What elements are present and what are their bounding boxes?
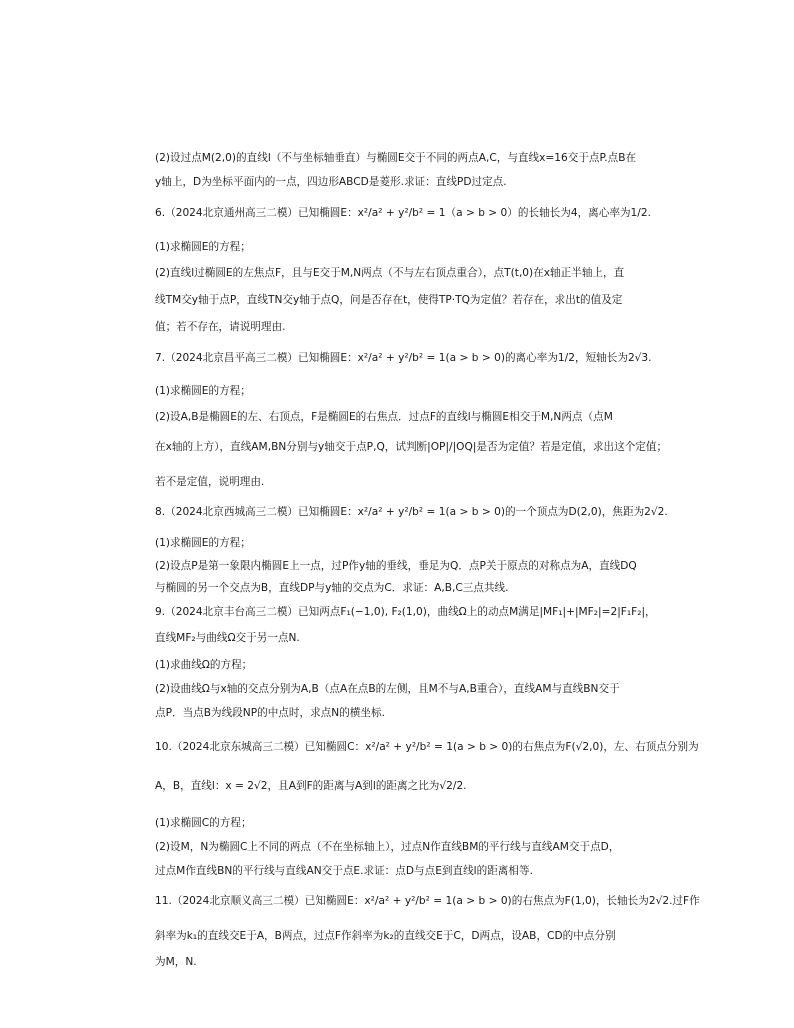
text-line: (2)设曲线Ω与x轴的交点分别为A,B（点A在点B的左侧，且M不与A,B重合），直线AM与直线BN交于 bbox=[155, 683, 620, 695]
text-line: (1)求椭圆E的方程； bbox=[155, 537, 251, 549]
text-line: (1)求椭圆E的方程； bbox=[155, 385, 251, 397]
text-line: A，B，直线l：x = 2√2，且A到F的距离与A到l的距离之比为√2/2. bbox=[155, 780, 467, 792]
text-line: (2)设点P是第一象限内椭圆E上一点，过P作y轴的垂线，垂足为Q．点P关于原点的对称点为A，直线DQ bbox=[155, 560, 637, 572]
text-line: 在x轴的上方），直线AM,BN分别与y轴交于点P,Q，试判断|OP|/|OQ|是否为定值？若是定值，求出这个定值； bbox=[155, 441, 668, 453]
text-line: 10.（2024北京东城高三二模）已知椭圆C：x²/a² + y²/b² = 1(a > b > 0)的右焦点为F(√2,0)，左、右顶点分别为 bbox=[155, 741, 699, 753]
text-line: (2)设过点M(2,0)的直线l（不与坐标轴垂直）与椭圆E交于不同的两点A,C，与直线x=16交于点P.点B在 bbox=[155, 152, 637, 164]
text-line: 7.（2024北京昌平高三二模）已知椭圆E：x²/a² + y²/b² = 1(a > b > 0)的离心率为1/2，短轴长为2√3. bbox=[155, 352, 652, 364]
text-line: 8.（2024北京西城高三二模）已知椭圆E：x²/a² + y²/b² = 1(a > b > 0)的一个顶点为D(2,0)，焦距为2√2. bbox=[155, 506, 668, 518]
text-line: (1)求椭圆C的方程； bbox=[155, 817, 252, 829]
text-line: 6.（2024北京通州高三二模）已知椭圆E：x²/a² + y²/b² = 1（a > b > 0）的长轴长为4，离心率为1/2. bbox=[155, 207, 651, 219]
text-line: y轴上，D为坐标平面内的一点，四边形ABCD是菱形.求证：直线PD过定点. bbox=[155, 176, 507, 188]
text-line: (2)设M，N为椭圆C上不同的两点（不在坐标轴上），过点N作直线BM的平行线与直线AM交于点D， bbox=[155, 841, 620, 853]
text-line: (1)求曲线Ω的方程； bbox=[155, 659, 253, 671]
text-line: 9.（2024北京丰台高三二模）已知两点F₁(−1,0), F₂(1,0)，曲线Ω上的动点M满足|MF₁|+|MF₂|=2|F₁F₂|， bbox=[155, 606, 656, 618]
text-line: 为M，N. bbox=[155, 956, 197, 968]
text-line: 斜率为k₁的直线交E于A，B两点，过点F作斜率为k₂的直线交E于C，D两点，设AB，CD的中点分别 bbox=[155, 930, 616, 942]
text-line: (2)直线l过椭圆E的左焦点F，且与E交于M,N两点（不与左右顶点重合），点T(t,0)在x轴正半轴上，直 bbox=[155, 267, 625, 279]
text-line: 若不是定值，说明理由. bbox=[155, 476, 265, 488]
text-line: 过点M作直线BN的平行线与直线AN交于点E.求证：点D与点E到直线l的距离相等. bbox=[155, 865, 533, 877]
text-line: 线TM交y轴于点P，直线TN交y轴于点Q，问是否存在t，使得TP·TQ为定值？若存在，求出t的值及定 bbox=[155, 294, 623, 306]
text-line: 直线MF₂与曲线Ω交于另一点N. bbox=[155, 632, 300, 644]
text-line: 11.（2024北京顺义高三二模）已知椭圆E：x²/a² + y²/b² = 1(a > b > 0)的右焦点为F(1,0)，长轴长为2√2.过F作 bbox=[155, 895, 700, 907]
text-line: (1)求椭圆E的方程； bbox=[155, 241, 251, 253]
text-line: 与椭圆的另一个交点为B，直线DP与y轴的交点为C．求证：A,B,C三点共线. bbox=[155, 582, 509, 594]
text-line: 点P．当点B为线段NP的中点时，求点N的横坐标. bbox=[155, 707, 385, 719]
text-line: (2)设A,B是椭圆E的左、右顶点，F是椭圆E的右焦点．过点F的直线l与椭圆E相交于M,N两点（点M bbox=[155, 411, 613, 423]
text-line: 值；若不存在，请说明理由. bbox=[155, 321, 286, 333]
